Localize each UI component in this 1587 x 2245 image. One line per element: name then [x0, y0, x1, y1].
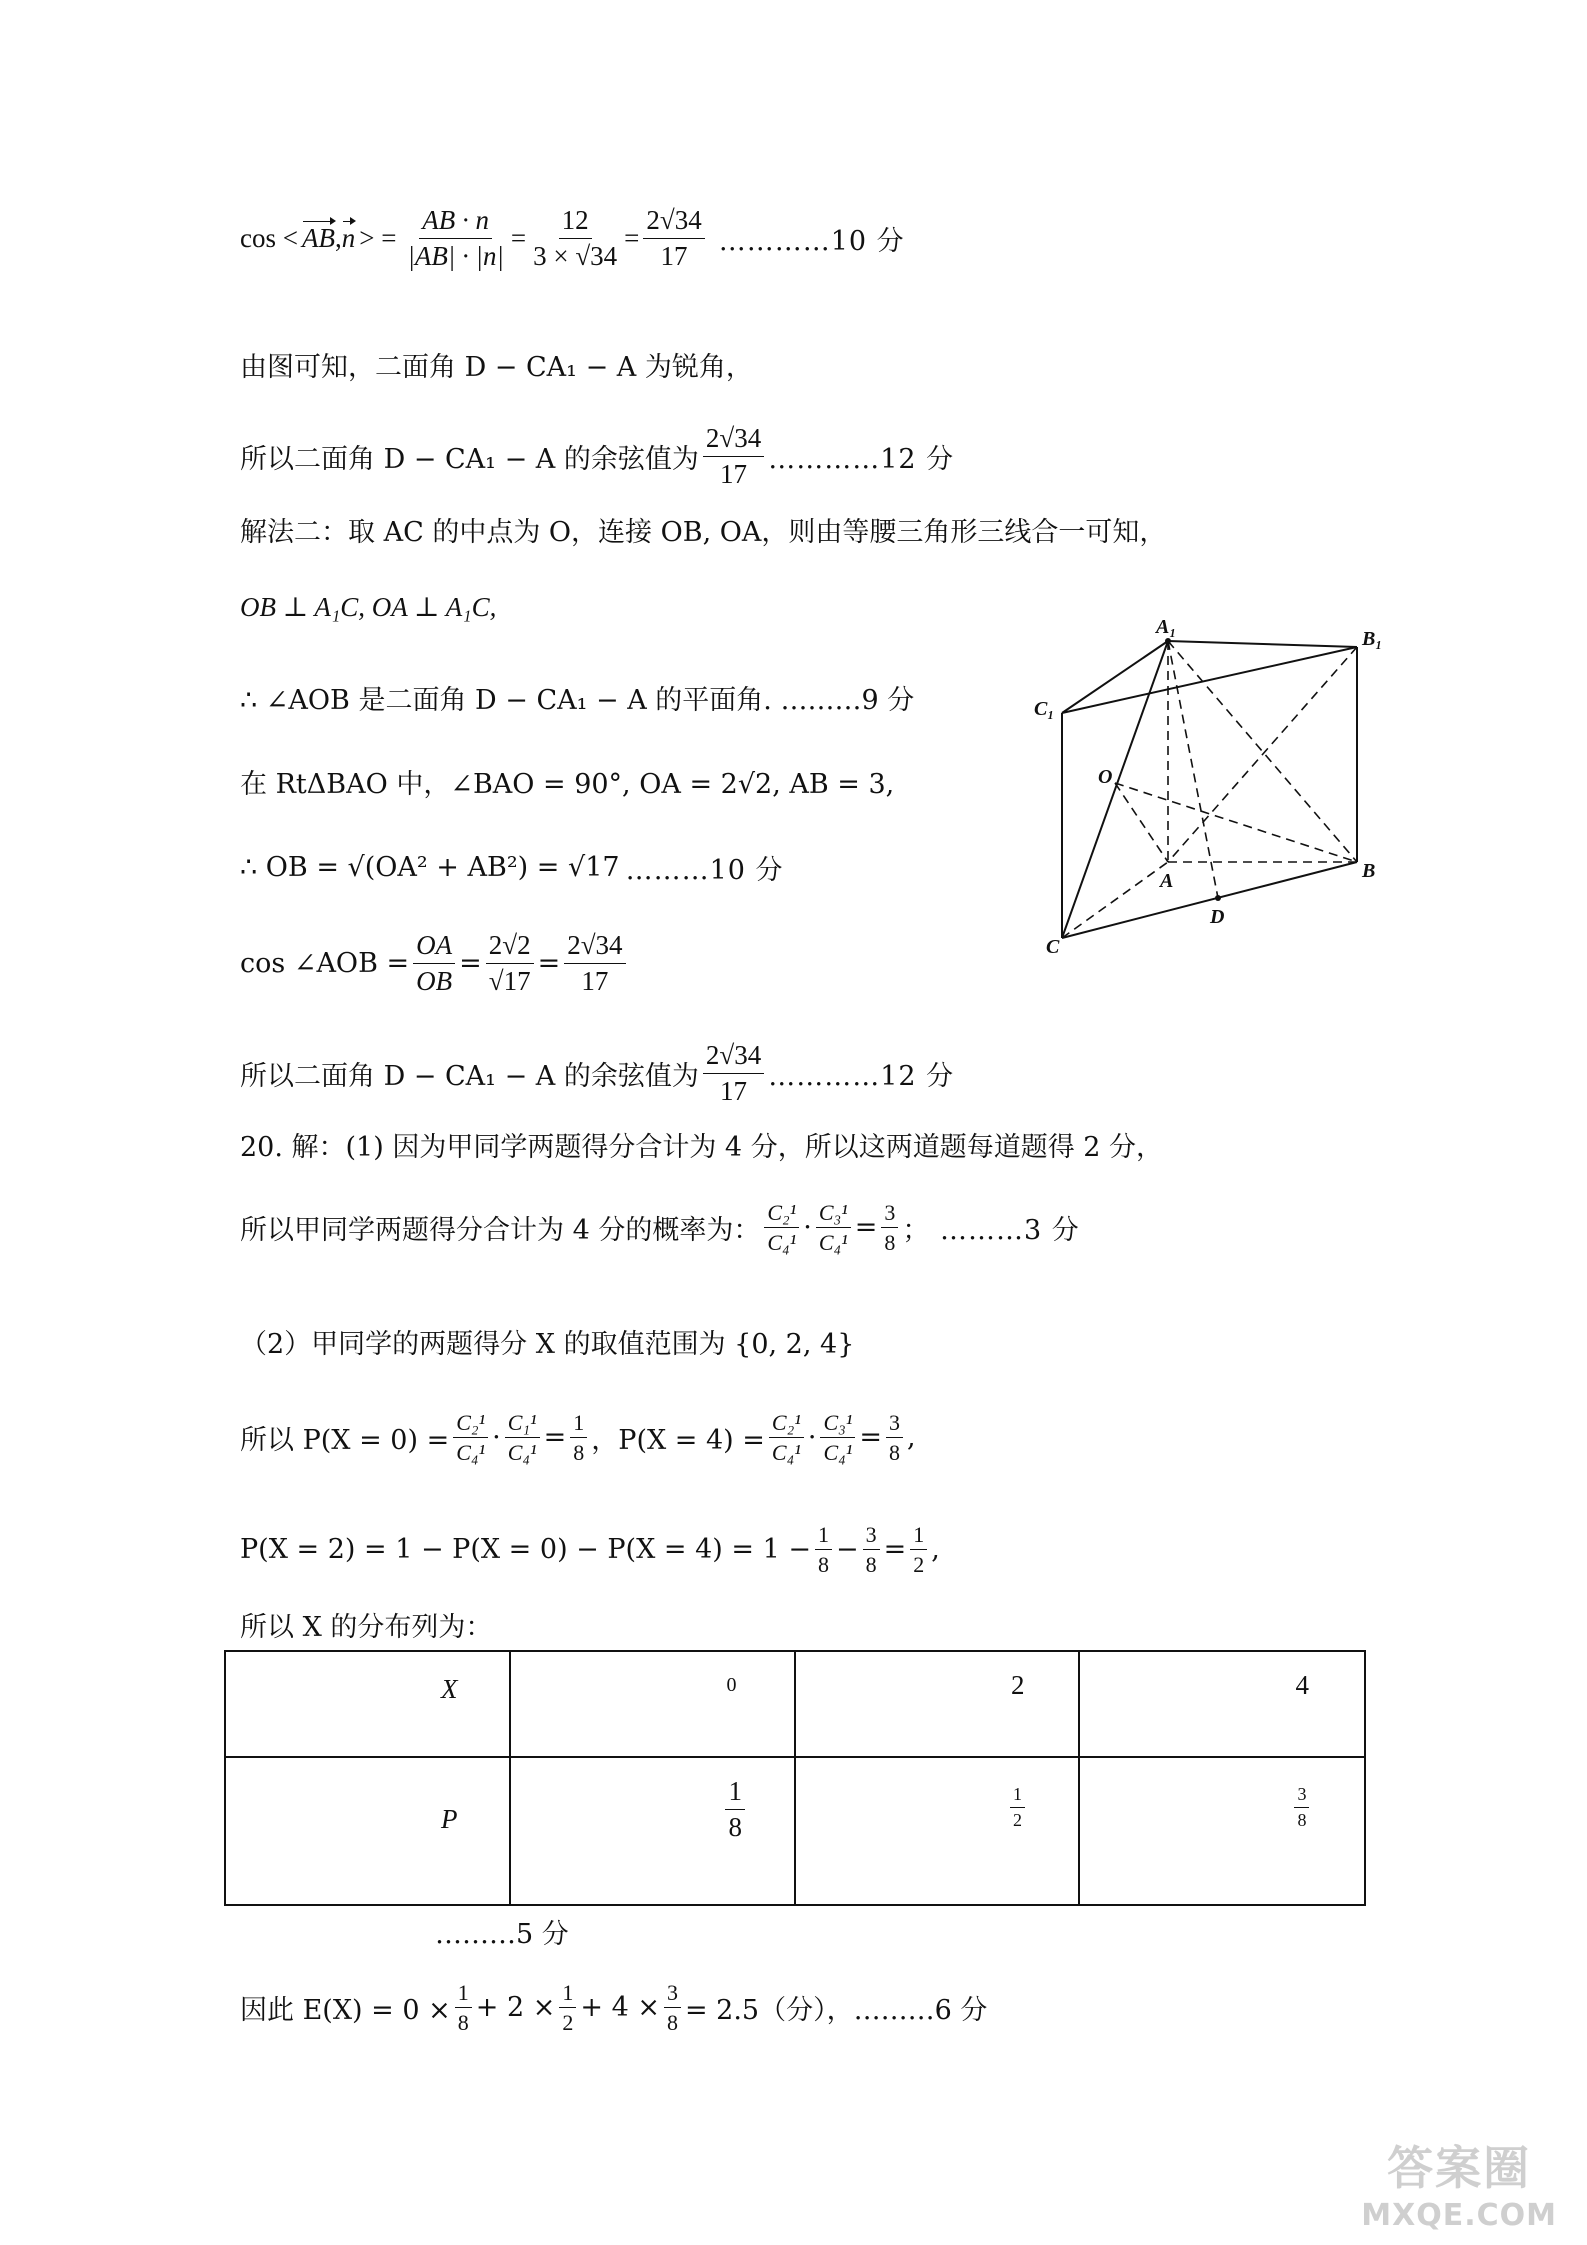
watermark-text: 答案圈: [1387, 2141, 1532, 2195]
fraction-denominator: 17: [660, 241, 688, 272]
vec-n: n: [341, 223, 356, 254]
cos-prefix: cos <: [240, 223, 298, 254]
table-cell: [510, 1757, 795, 1905]
text: 所以二面角 D − CA₁ − A 的余弦值为: [240, 1061, 699, 1093]
table-cell: [225, 1757, 510, 1905]
fraction-c21: [764, 1200, 799, 1256]
fraction: [664, 1980, 681, 2036]
fraction-numerator: OA: [413, 930, 455, 964]
fraction-denominator: OB: [416, 966, 453, 997]
label-d: D: [1210, 906, 1225, 928]
right-triangle-statement: 在 RtΔBAO 中，∠BAO = 90°, OA = 2√2, AB = 3,: [240, 769, 895, 800]
fraction-denominator: C₄¹: [507, 1440, 537, 1466]
fraction-numerator: 1: [1010, 1784, 1025, 1808]
text: 所以甲同学两题得分合计为 4 分的概率为：: [240, 1215, 761, 1247]
expectation-line: [240, 1980, 987, 2036]
cosine-result-line-2: [240, 1040, 954, 1107]
p-value: [725, 1776, 745, 1843]
score-mark: …………12 分: [768, 1061, 955, 1093]
p-x2-formula: P(X = 2) = 1 − P(X = 0) − P(X = 4) = 1 −: [240, 1534, 811, 1566]
plane-angle-statement: ∴ ∠AOB 是二面角 D − CA₁ − A 的平面角. ………9 分: [240, 685, 915, 716]
edge-c-a: [1062, 862, 1168, 938]
fraction-numerator: 1: [455, 1980, 472, 2008]
label-b1: B₁: [1362, 628, 1383, 650]
label-a1: A₁: [1156, 616, 1177, 638]
fraction-numerator: 3: [1294, 1784, 1309, 1808]
fraction-dot-product: [404, 205, 506, 272]
x-value: 4: [1295, 1670, 1309, 1700]
fraction-denominator: C₄¹: [818, 1230, 848, 1256]
score-mark-5: ………5 分: [435, 1919, 569, 1950]
fraction-numerator: 12: [559, 205, 592, 239]
fraction: [559, 1980, 576, 2036]
fraction: [455, 1980, 472, 2036]
edge-c1-b1: [1062, 647, 1357, 713]
fraction-numerator: C₂¹: [769, 1410, 804, 1438]
plus-term: + 2 ×: [475, 1992, 556, 2024]
expectation-result: = 2.5（分），………6 分: [684, 1995, 988, 2027]
fraction-denominator: |AB| · |n|: [407, 241, 504, 272]
edge-c-a1: [1062, 641, 1168, 938]
label-c: C: [1046, 936, 1060, 958]
distribution-intro: 所以 X 的分布列为：: [240, 1612, 493, 1643]
fraction: [453, 1410, 488, 1466]
p-value: [1294, 1784, 1309, 1830]
ob-length-line: [240, 848, 784, 887]
table-row: [225, 1651, 1365, 1757]
fraction-cosine: [703, 1040, 764, 1107]
fraction-denominator: 8: [573, 1440, 585, 1466]
fraction: [820, 1410, 855, 1466]
fraction-c31: [816, 1200, 851, 1256]
fraction-numerator: AB · n: [419, 205, 492, 239]
point-a1: [1165, 638, 1171, 644]
fraction-3-8: [881, 1200, 898, 1256]
label-c1: C₁: [1034, 698, 1055, 720]
watermark-url: MXQE.COM: [1361, 2198, 1557, 2233]
fraction-numerator: C₃¹: [820, 1410, 855, 1438]
fraction-result: [564, 930, 625, 997]
fraction: [886, 1410, 903, 1466]
plus-term: + 4 ×: [580, 1992, 660, 2024]
fraction: [570, 1410, 587, 1466]
fraction-denominator: 8: [865, 1552, 877, 1578]
x-label: X: [441, 1674, 458, 1704]
p-x4-label: ，P(X = 4) =: [591, 1425, 765, 1457]
distribution-table: [224, 1650, 1366, 1906]
p-x0-label: 所以 P(X = 0) =: [240, 1425, 450, 1457]
score-mark: ………10 分: [625, 855, 784, 886]
fraction-numerator: 3: [863, 1522, 880, 1550]
fraction-denominator: 17: [720, 459, 748, 490]
table-cell: [1079, 1757, 1365, 1905]
label-b: B: [1362, 860, 1376, 882]
fraction-denominator: C₄¹: [823, 1440, 853, 1466]
fraction: [769, 1410, 804, 1466]
fraction-numerator: 2√34: [703, 423, 764, 457]
edge-o-a: [1115, 783, 1168, 862]
fraction-denominator: C₄¹: [767, 1230, 797, 1256]
text: 所以二面角 D − CA₁ − A 的余弦值为: [240, 444, 699, 476]
table-cell: [225, 1651, 510, 1757]
problem-20-part2: （2）甲同学的两题得分 X 的取值范围为 {0, 2, 4}: [240, 1329, 855, 1360]
fraction-denominator: 2: [1012, 1809, 1022, 1830]
fraction-numerator: C₂¹: [453, 1410, 488, 1438]
fraction-oa-ob: [413, 930, 455, 997]
fraction-denominator: 3 × √34: [533, 241, 618, 272]
fraction-cosine: [703, 423, 764, 490]
table-cell: [795, 1757, 1080, 1905]
fraction-denominator: 8: [666, 2010, 678, 2036]
fraction: [910, 1522, 927, 1578]
fraction-numerator: C₂¹: [764, 1200, 799, 1228]
edge-c1-a1: [1062, 641, 1168, 713]
fraction-numerator: 2√34: [703, 1040, 764, 1074]
edge-o-b: [1115, 783, 1357, 862]
method-two-intro: 解法二：取 AC 的中点为 O，连接 OB, OA，则由等腰三角形三线合一可知，: [240, 517, 1167, 548]
fraction-numerator: 3: [881, 1200, 898, 1228]
fraction-numerator: 1: [725, 1776, 745, 1810]
vec-ab: AB: [301, 223, 335, 254]
fraction-numerator: 1: [559, 1980, 576, 2008]
fraction-denominator: 8: [457, 2010, 469, 2036]
expectation-prefix: 因此 E(X) = 0 ×: [240, 1995, 451, 2027]
fraction-numerator: 1: [815, 1522, 832, 1550]
table-row: [225, 1757, 1365, 1905]
point-d: [1215, 895, 1221, 901]
x-value: 0: [726, 1674, 737, 1696]
watermark-logo: [1361, 2132, 1557, 2233]
fraction-numerator: 3: [664, 1980, 681, 2008]
fraction-numerator: 2√34: [564, 930, 625, 964]
fraction-12-over: [530, 205, 620, 272]
table-cell: [795, 1651, 1080, 1757]
fraction-denominator: √17: [488, 966, 531, 997]
fraction-numerator: 2√2: [486, 930, 534, 964]
fraction-denominator: 8: [817, 1552, 829, 1578]
probability-4-line: 所以甲同学两题得分合计为 4 分的概率为： $\frac{\text{C₂¹}}{\text{C₄¹}}$ · $\frac{\text{C₃¹}}{\text{C₄¹}}$ = $\frac{3}{8}$ ； ………3 分: [240, 1200, 1080, 1256]
fraction: [505, 1410, 540, 1466]
fraction-denominator: 8: [1297, 1809, 1307, 1830]
cos-vector-formula: cos < AB , n > = $\frac{AB \cdot n}{|AB| \cdot |n|}$ = $\frac{12}{3 \times √34}$ = $\frac{2√34}{17}$ …………10 分: [240, 205, 905, 272]
fraction-denominator: C₄¹: [771, 1440, 801, 1466]
perpendicular-statement: OB ⊥ A₁C, OA ⊥ A₁C,: [240, 592, 497, 622]
fraction-denominator: 8: [888, 1440, 900, 1466]
score-mark: …………10 分: [718, 226, 905, 258]
fraction-numerator: 2√34: [643, 205, 704, 239]
x-value: 2: [1010, 1670, 1025, 1700]
fraction-result: [643, 205, 704, 272]
fraction-denominator: 8: [884, 1230, 896, 1256]
edge-a1-b1: [1168, 641, 1357, 647]
score-mark: …………12 分: [768, 444, 955, 476]
cos-aob-prefix: cos ∠AOB =: [240, 948, 410, 980]
fraction-denominator: 2: [913, 1552, 925, 1578]
table-cell: [1079, 1651, 1365, 1757]
cos-aob-line: cos ∠AOB = $\frac{OA}{OB}$ = $\frac{2√2}{√17}$ = $\frac{2√34}{17}$: [240, 930, 630, 997]
p-value: [1010, 1784, 1025, 1830]
fraction-numerator: 3: [886, 1410, 903, 1438]
fraction-2root2: [486, 930, 534, 997]
fraction-numerator: C₁¹: [505, 1410, 540, 1438]
ob-formula: ∴ OB = √(OA² + AB²) = √17: [240, 852, 620, 883]
label-a: A: [1160, 870, 1174, 892]
fraction-denominator: 17: [720, 1076, 748, 1107]
fraction: [815, 1522, 832, 1578]
prism-figure: [1030, 615, 1400, 965]
fraction-numerator: 1: [570, 1410, 587, 1438]
label-o: O: [1098, 766, 1113, 788]
cosine-result-line: [240, 423, 954, 490]
fraction-denominator: C₄¹: [456, 1440, 486, 1466]
probability-x0-x4-line: 所以 P(X = 0) = $\frac{\text{C₂¹}}{\text{C₄¹}}$ · $\frac{\text{C₁¹}}{\text{C₄¹}}$ = $\frac{1}{8}$ ，P(X = 4) = $\frac{\text{C₂¹}}{\text{C₄¹}}$ · $\frac{\text{C₃¹}}{\text{C₄¹}}$ = $\frac{3}{8}$ ,: [240, 1410, 916, 1466]
fraction-denominator: 2: [562, 2010, 574, 2036]
fraction-denominator: 8: [728, 1812, 742, 1843]
probability-x2-line: P(X = 2) = 1 − P(X = 0) − P(X = 4) = 1 − $\frac{1}{8}$ − $\frac{3}{8}$ = $\frac{1}{2}$ ,: [240, 1522, 940, 1578]
fraction-numerator: C₃¹: [816, 1200, 851, 1228]
problem-20-part1: 20. 解：(1) 因为甲同学两题得分合计为 4 分，所以这两道题每道题得 2 分，: [240, 1132, 1164, 1163]
score-mark: ； ………3 分: [902, 1215, 1080, 1247]
table-cell: [510, 1651, 795, 1757]
p-label: P: [441, 1804, 458, 1834]
fraction-denominator: 17: [581, 966, 609, 997]
acute-angle-statement: 由图可知，二面角 D − CA₁ − A 为锐角，: [240, 352, 753, 383]
fraction: [863, 1522, 880, 1578]
cos-close: > =: [359, 223, 397, 254]
fraction-numerator: 1: [910, 1522, 927, 1550]
